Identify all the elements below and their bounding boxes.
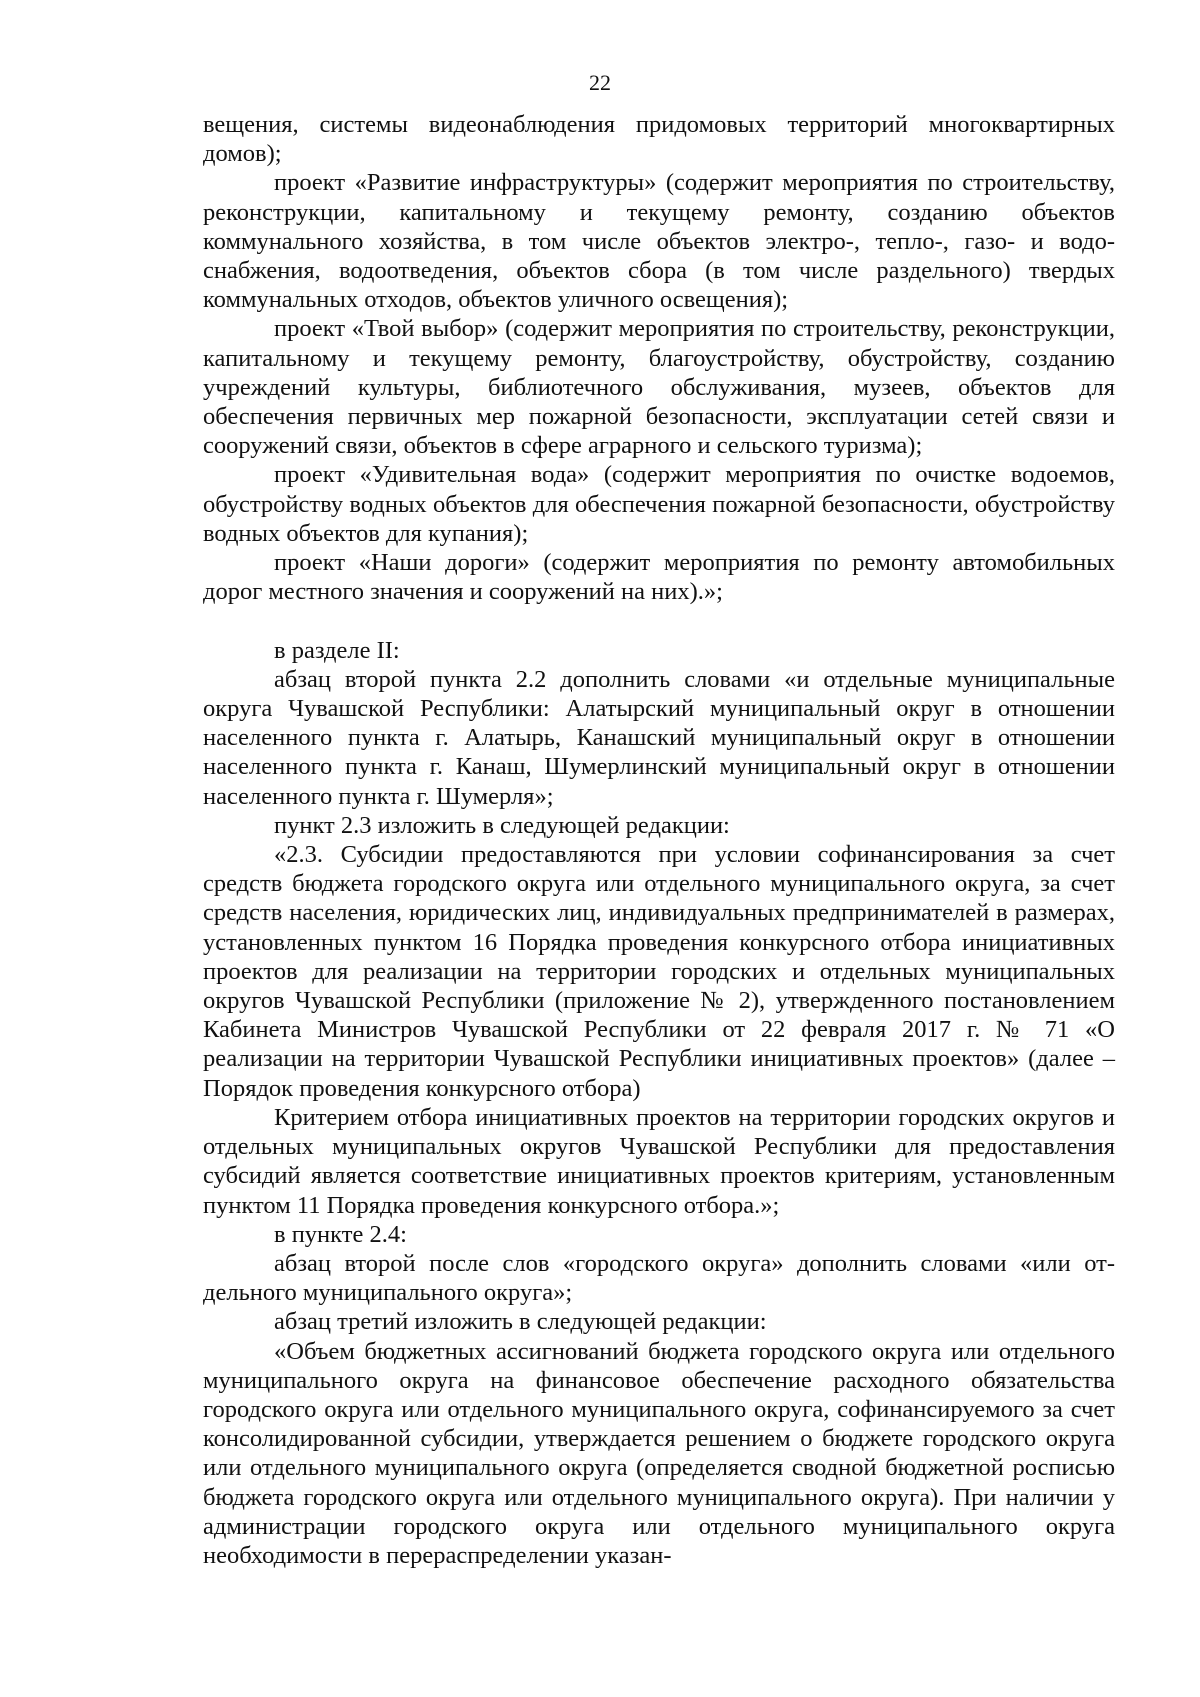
paragraph: «2.3. Субсидии предоставляются при условии софинансирования за счет средств бюджета городского округа или отдельного муниципального округа, за счет средств населения, юридических лиц, индивидуальных предпринимателей в размерах, установленных пунктом 16 Порядка проведения конкурсного отбора инициативных проектов для реализации на территории городских и отдельных муниципальных округов Чувашской Республики (приложение № 2), утвержденного постановлением Кабинета Министров Чувашской Республики от 22 февраля 2017 г. № 71 «О реализации на территории Чувашской Республики инициативных проектов» (далее – Порядок проведения конкурсного отбора) xyxy=(203,841,1115,1102)
paragraph: «Объем бюджетных ассигнований бюджета городского округа или отдельного муниципального округа на финансовое обеспечение расходного обязательства городского округа или отдельного муниципального округа, софинансируемого за счет консолидированной субсидии, утверждается решением о бюджете городского округа или отдельного муниципального округа (определяется сводной бюджетной росписью бюджета городского округа или отдельного муниципального округа). При наличии у администрации городского округа или отдельного муниципального округа необходимости в перераспределении указан- xyxy=(203,1337,1115,1569)
paragraph: абзац второй пункта 2.2 дополнить словами «и отдельные муниципальные округа Чувашской Республики: Алатырский муниципальный округ в отношении населенного пункта г. Алатырь, Канашский муниципальный округ в отношении населенного пункта г. Канаш, Шумерлинский муниципальный округ в отношении населенного пункта г. Шумерля»; xyxy=(203,665,1115,810)
paragraph: в пункте 2.4: xyxy=(274,1220,407,1248)
document-body xyxy=(203,110,1115,1570)
paragraph: проект «Развитие инфраструктуры» (содержит мероприятия по строительству, реконструкции, капитальному и текущему ремонту, созданию объектов коммунального хозяйства, в том числе объектов электро-, тепло-, газо- и водоснабжения, водоотведения, объектов сбора (в том числе раздельного) твердых коммунальных отходов, объектов уличного освещения); xyxy=(203,169,1115,314)
paragraph: Критерием отбора инициативных проектов на территории городских округов и отдельных муниципальных округов Чувашской Республики для предоставления субсидий является соответствие инициативных проектов критериям, установленным пунктом 11 Порядка проведения конкурсного отбора.»; xyxy=(203,1103,1115,1219)
paragraph-spacer xyxy=(203,606,1115,635)
paragraph: проект «Удивительная вода» (содержит мероприятия по очистке водоемов, обустройству водных объектов для обеспечения пожарной безопасности, обустройству водных объектов для купания); xyxy=(203,461,1115,547)
paragraph: пункт 2.3 изложить в следующей редакции: xyxy=(274,811,730,839)
paragraph: абзац третий изложить в следующей редакции: xyxy=(274,1308,767,1336)
paragraph: вещения, системы видеонаблюдения придомовых территорий многоквартирных домов); xyxy=(203,111,1115,168)
paragraph: проект «Твой выбор» (содержит мероприятия по строительству, реконструкции, капитальному и текущему ремонту, благоустройству, обустройству, созданию учреждений культуры, библиотечного обслуживания, музеев, объектов для обеспечения первичных мер пожарной безопасности, эксплуатации сетей связи и сооружений связи, объектов в сфере аграрного и сельского туризма); xyxy=(203,315,1115,460)
paragraph: абзац второй после слов «городского округа» дополнить словами «или отдельного муниципального округа»; xyxy=(203,1249,1115,1307)
paragraph: в разделе II: xyxy=(274,636,400,664)
page-number: 22 xyxy=(589,70,611,95)
paragraph: проект «Наши дороги» (содержит мероприятия по ремонту автомобильных дорог местного значения и сооружений на них).»; xyxy=(203,549,1115,606)
